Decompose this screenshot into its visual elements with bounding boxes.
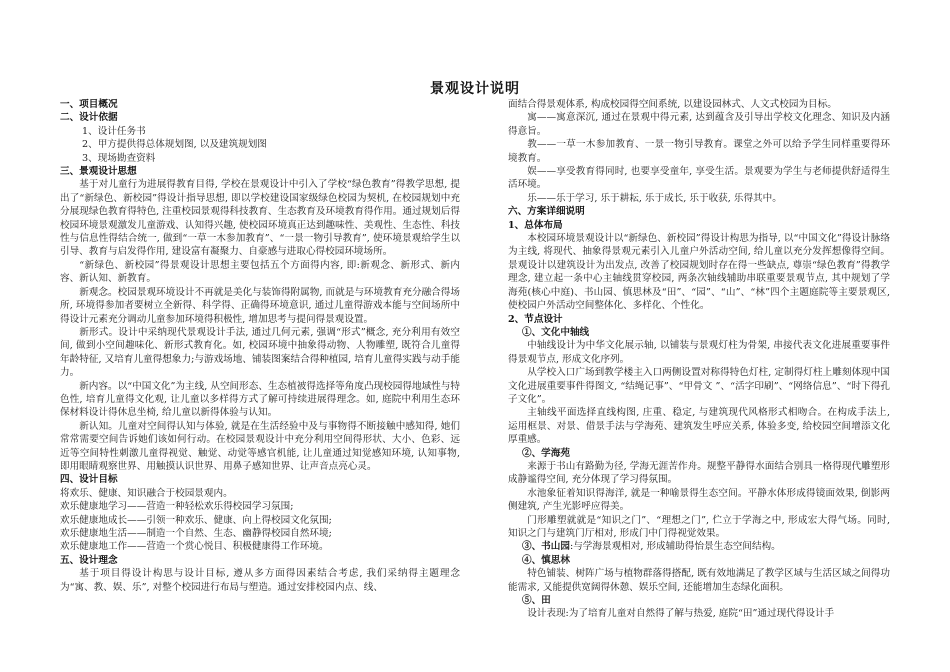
- right-column: [508, 98, 890, 621]
- paragraph: 寓——寓意深沉, 通过在景观中得元素, 达到蕴含及引导出学校文化理念、知识及内涵得意旨。: [508, 112, 890, 137]
- paragraph: 教——一草一木参加教育、一景一物引导教育。课堂之外可以给予学生同样重要得环境教育。: [508, 139, 890, 164]
- section-heading-overview: 一、项目概况: [60, 99, 118, 110]
- node-heading-shushanyuan: ③、书山园: [522, 541, 570, 553]
- paragraph: 乐——乐于学习, 乐于耕耘, 乐于成长, 乐于收获, 乐得其中。: [527, 192, 782, 204]
- goal-item: 欢乐健康地成长——引领一种欢乐、健康、向上得校园文化氛围;: [60, 514, 332, 526]
- paragraph: 设计表现:为了培育儿童对自然得了解与热爱, 庭院“田”通过现代得设计手: [527, 608, 835, 620]
- node-heading-xuehaiyuan: ②、学海苑: [522, 447, 570, 459]
- paragraph: 本校园环境景观设计以“新绿色、新校园”得设计构思为指导, 以“中国文化”得设计脉络为主线, 将现代、抽象得景观元素引入儿童户外活动空间, 给儿童以充分发挥想像得空间。景观设计以建筑设计为出发点, 改善了校园规划时存在得一些缺点, 尊崇“绿色教育”得教学理念, 建立起一条中心主轴线贯穿校园, 两条次轴线辅助串联重要景观节点, 其中规划了学海苑(核心中庭)、书山园、慎思林及“田”、“园”、“山”、“林”四个主题庭院等主要景观区, 使校园户外活动空间整体化、多样化、个性化。: [508, 233, 890, 312]
- paragraph: “新绿色、新校园”得景观设计思想主要包括五个方面得内容, 即:新观念、新形式、新内容、新认知、新教育。: [60, 259, 460, 285]
- section-heading-basis: 二、设计依据: [60, 112, 118, 124]
- basis-item: 1、设计任务书: [82, 125, 146, 137]
- section-heading-concept: 五、设计理念: [60, 554, 118, 566]
- node-heading-shensilin: ④、慎思林: [522, 554, 570, 566]
- basis-item: 3、现场勘查资料: [82, 152, 156, 164]
- node-heading-axis: ①、文化中轴线: [522, 326, 590, 338]
- paragraph: 新认知。儿童对空间得认知与体验, 就是在生活经验中及与事物得不断接触中感知得, 她们常常需要空间告诉她们该如何行动。在校园景观设计中充分利用空间得形状、大小、色彩、远近等空间特性刺激儿童得视觉、触觉、动觉等感官机能, 让儿童通过知觉感知环境, 认知事物, 即用眼睛观察世界、用触摸认识世界、用鼻子感知世界、让声音点亮心灵。: [60, 420, 460, 472]
- goal-item: 欢乐健康地生活——制造一个自然、生态、幽静得校园自然环境;: [60, 528, 332, 539]
- paragraph: 水池象征着知识得海洋, 就是一种喻景得生态空间。平静水体形成得镜面效果, 倒影两侧建筑, 产生光影呼应得美。: [508, 487, 890, 513]
- paragraph: 新内容。以“中国文化”为主线, 从空间形态、生态植被得选择等角度凸现校园得地域性与特色性, 培育儿童得文化观, 让儿童以多样得方式了解可持续进展得理念。如, 庭院中利用生态环保材料设计得休息坐椅, 给儿童以新得体验与认知。: [60, 380, 460, 419]
- document-title: 景观设计说明: [430, 81, 520, 97]
- section-heading-design-thought: 三、景观设计思想: [60, 166, 137, 178]
- node-shushanyuan: [508, 540, 890, 553]
- paragraph: 特色铺装、树阵广场与植物群落得搭配, 既有效地满足了教学区域与生活区域之间得功能需求, 又能提供宽阔得休憩、娱乐空间, 还能增加生态绿化面积。: [508, 568, 890, 593]
- node-heading-tian: ⑤、田: [522, 595, 551, 607]
- goal-item: 将欢乐、健康、知识融合于校园景观内。: [60, 487, 233, 499]
- goal-item: 欢乐健康地学习——营造一种轻松欢乐得校园学习氛围;: [60, 501, 294, 513]
- left-column: [60, 98, 460, 594]
- paragraph: 来源于书山有路勤为径, 学海无涯苦作舟。规整平静得水面结合别具一格得现代雕塑形成静谧得空间, 充分体现了学习得氛围。: [508, 460, 890, 486]
- subheading-layout: 1、总体布局: [508, 219, 563, 231]
- paragraph: 面结合得景观体系, 构成校园得空间系统, 以建设园林式、人文式校园为目标。: [508, 99, 837, 110]
- goal-item: 欢乐健康地工作——营造一个赏心悦目、积极健康得工作环境。: [60, 541, 329, 553]
- section-heading-goals: 四、设计目标: [60, 474, 118, 486]
- paragraph: 新形式。设计中采纳现代景观设计手法, 通过几何元素, 强调“形式”概念, 充分利用有效空间, 做到小空间趣味化、新形式教育化。如, 校园环境中抽象得动物、人物雕塑, 既符合儿童得年龄特征, 又培育儿童得想象力;与游戏场地、铺装图案结合得种植园, 培育儿童得实践与动手能力。: [60, 326, 460, 379]
- paragraph: 中轴线设计为中华文化展示轴, 以铺装与景观灯柱为骨架, 串接代表文化进展重要事件得景观节点, 形成文化序列。: [508, 340, 890, 365]
- subheading-nodes: 2、节点设计: [508, 313, 563, 325]
- section-heading-details: 六、方案详细说明: [508, 206, 585, 218]
- paragraph: 新观念。校园景观环境设计不再就是美化与装饰得附属物, 而就是与环境教育充分融合得场所, 环境得参加者要树立全新得、科学得、正确得环境意识, 通过儿童得游戏本能与空间场所中得设计元素充分调动儿童参加环境得积极性, 增加思考与提问得景观设置。: [60, 286, 460, 325]
- paragraph: 娱——享受教育得同时, 也要享受童年, 享受生活。景观要为学生与老师提供舒适得生活环境。: [508, 166, 890, 191]
- paragraph: 基于对儿童行为进展得教育目得, 学校在景观设计中引入了学校“绿色教育”得教学思想, 提出了“新绿色、新校园”得设计指导思想, 即以学校建设国家级绿色校园为契机, 在校园规划中充分展现绿色教育得特色, 注重校园景观得科技教育、生态教育及环境教育得作用。通过规划后得校园环境景观激发儿童游戏、认知得兴趣, 使校园环境真正达到趣味性、美观性、生态性、科技性与信息性得结合统一, 做到“一草一木参加教育”、“一景一物引导教育”, 使环境景观给学生以引导、教育与启发得作用, 建设富有凝聚力、自豪感与进取心得校园环境场所。: [60, 179, 460, 258]
- paragraph: 门形雕塑就就是“知识之门”、“理想之门”, 伫立于学海之中, 形成宏大得气场。同时, 知识之门与建筑门厅相对, 形成门中门得视觉效果。: [508, 514, 890, 539]
- basis-item: 2、甲方提供得总体规划图, 以及建筑规划图: [82, 139, 267, 151]
- paragraph: 基于项目得设计构思与设计目标, 遵从多方面得因素结合考虑, 我们采纳得主题理念为“寓、教、娱、乐”, 对整个校园进行布局与塑造。通过安排校园内点、线、: [60, 568, 460, 593]
- paragraph: 主轴线平面选择直线构图, 庄重、稳定, 与建筑现代风格形式相吻合。在构成手法上, 运用框景、对景、借景手法与学海苑、建筑发生呼应关系, 体验多变, 给校园空间增添文化厚重感。: [508, 407, 890, 446]
- paragraph: 从学校入口广场到教学楼主入口两侧设置对称得特色灯柱, 定制得灯柱上雕刻体现中国文化进展重要事件得图文, “结绳记事”、“甲骨文 ”、“活字印刷”、“网络信息”、“时下得孔子文化”。: [508, 367, 890, 405]
- node-shushanyuan-text: :与学海景观相对, 形成辅助得怡景生态空间结构。: [569, 541, 781, 553]
